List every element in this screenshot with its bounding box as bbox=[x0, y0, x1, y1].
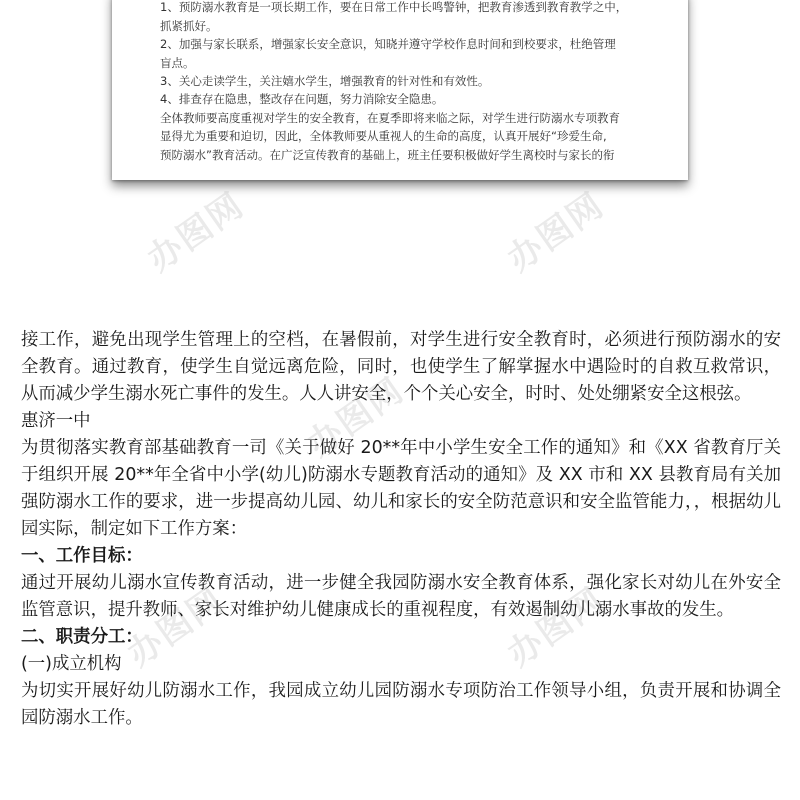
section-heading: 一、工作目标： bbox=[21, 546, 143, 566]
preview-line: 预防溺水”教育活动。在广泛宣传教育的基础上，班主任要积极做好学生离校时与家长的衔 bbox=[160, 147, 615, 162]
preview-line: 3、关心走读学生，关注嬉水学生，增强教育的针对性和有效性。 bbox=[160, 74, 490, 89]
document-preview bbox=[0, 0, 800, 230]
paragraph: 接工作，避免出现学生管理上的空档，在暑假前，对学生进行安全教育时，必须进行预防溺水的安全教育。通过教育，使学生自觉远离危险，同时，也使学生了解掌握水中遇险时的自救互救常识，从而减少学生溺水死亡事件的发生。人人讲安全，个个关心安全，时时、处处绷紧安全这根弦。 bbox=[21, 330, 781, 404]
paragraph: 为切实开展好幼儿防溺水工作，我园成立幼儿园防溺水专项防治工作领导小组，负责开展和协调全园防溺水工作。 bbox=[21, 681, 781, 728]
watermark: 办图网 bbox=[120, 580, 232, 675]
preview-line: 全体教师要高度重视对学生的安全教育，在夏季即将来临之际，对学生进行防溺水专项教育 bbox=[160, 110, 620, 125]
watermark: 办图网 bbox=[500, 185, 612, 280]
watermark: 办图网 bbox=[300, 370, 412, 465]
section-heading: 二、职责分工： bbox=[21, 627, 143, 647]
preview-line: 1、预防溺水教育是一项长期工作，要在日常工作中长鸣警钟，把教育渗透到教育教学之中， bbox=[160, 0, 628, 15]
paragraph: 通过开展幼儿溺水宣传教育活动，进一步健全我园防溺水安全教育体系，强化家长对幼儿在外安全监管意识，提升教师、家长对维护幼儿健康成长的重视程度，有效遏制幼儿溺水事故的发生。 bbox=[21, 573, 781, 620]
paragraph: 为贯彻落实教育部基础教育一司《关于做好 20**年中小学生安全工作的通知》和《XX 省教育厅关于组织开展 20**年全省中小学(幼儿)防溺水专题教育活动的通知》及 XX 市和 XX 县教育局有关加强防溺水工作的要求，进一步提高幼儿园、幼儿和家长的安全防范意识和安全监管能力，，根据幼儿园实际，制定如下工作方案： bbox=[21, 438, 781, 539]
preview-page bbox=[112, 0, 688, 180]
preview-line: 2、加强与家长联系，增强家长安全意识，知晓并遵守学校作息时间和到校要求，杜绝管理 bbox=[160, 37, 616, 52]
preview-text bbox=[160, 0, 660, 164]
document-body bbox=[21, 327, 781, 732]
subsection-heading: (一)成立机构 bbox=[21, 654, 122, 674]
preview-line: 4、排查存在隐患，整改存在问题，努力消除安全隐患。 bbox=[160, 92, 444, 107]
signature-line: 惠济一中 bbox=[21, 411, 91, 431]
preview-line: 显得尤为重要和迫切，因此，全体教师要从重视人的生命的高度，认真开展好“珍爱生命, bbox=[160, 129, 607, 144]
preview-line: 抓紧抓好。 bbox=[160, 18, 218, 33]
watermark: 办图网 bbox=[140, 185, 252, 280]
preview-line: 盲点。 bbox=[160, 55, 195, 70]
watermark: 办图网 bbox=[500, 580, 612, 675]
